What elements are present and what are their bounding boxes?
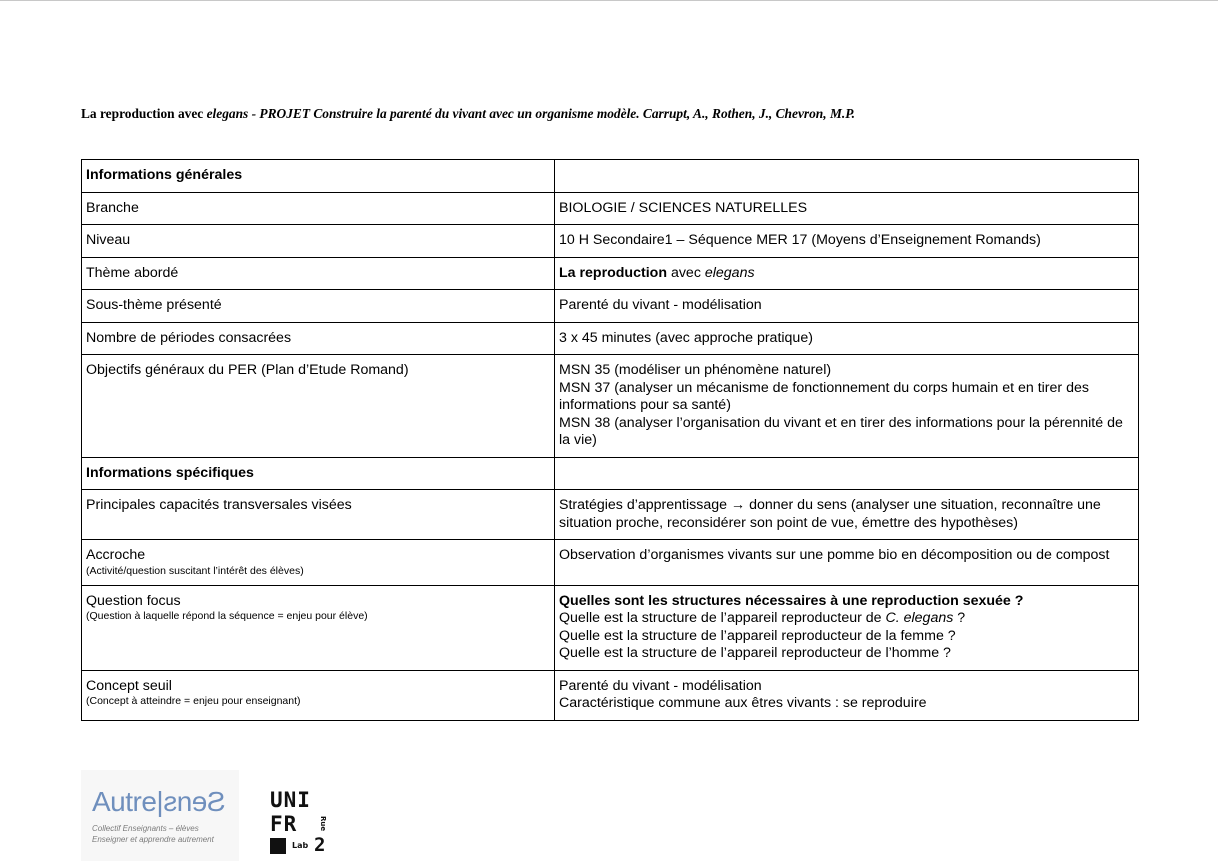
accroche-sublabel: (Activité/question suscitant l’intérêt des élèves): [86, 564, 304, 577]
general-header: Informations générales: [82, 160, 555, 193]
document-title: [81, 106, 1141, 122]
accroche-label: Accroche: [86, 547, 146, 563]
theme-value-italic: elegans: [704, 264, 755, 281]
objectif-msn38: MSN 38 (analyser l’organisation du vivant et en tirer des informations pour la pérennité de la vie): [559, 414, 1123, 448]
niveau-value: 10 H Secondaire1 – Séquence MER 17 (Moyens d’Enseignement Romands): [555, 225, 1139, 258]
autresens-logo: [81, 770, 239, 861]
question-label: Question focus: [86, 592, 181, 609]
concept-value: [555, 670, 1139, 720]
question-value: [555, 585, 1139, 670]
empty-cell: [555, 160, 1139, 193]
specific-header: Informations spécifiques: [82, 457, 555, 490]
accroche-value: Observation d’organismes vivants sur une pomme bio en décomposition ou de compost: [555, 540, 1139, 586]
question-line-homme: Quelle est la structure de l’appareil reproducteur de l’homme ?: [559, 645, 951, 661]
question-sublabel: (Question à laquelle répond la séquence = enjeu pour élève): [86, 610, 368, 622]
table-row: [82, 540, 1139, 586]
sous-theme-label: Sous-thème présenté: [82, 290, 555, 323]
sous-theme-value: Parenté du vivant - modélisation: [555, 290, 1139, 323]
objectifs-value: [555, 355, 1139, 458]
theme-value: [555, 257, 1139, 290]
objectifs-label: Objectifs généraux du PER (Plan d’Etude Romand): [82, 355, 555, 458]
table-row: [82, 355, 1139, 458]
table-row: [82, 585, 1139, 670]
question-line-femme: Quelle est la structure de l’appareil reproducteur de la femme ?: [559, 627, 956, 644]
table-row: [82, 225, 1139, 258]
table-row: [82, 670, 1139, 720]
periodes-label: Nombre de périodes consacrées: [82, 322, 555, 355]
title-text-start: La reproduction avec: [81, 106, 207, 121]
capacites-value: Stratégies d’apprentissage → donner du sens (analyser une situation, reconnaître une situation proche, reconsidérer son point de vue, émettre des hypothèses): [555, 490, 1139, 540]
concept-line2: Caractéristique commune aux êtres vivants : se reproduire: [559, 695, 927, 711]
question-line-elegans: [559, 610, 1134, 628]
theme-value-bold: La reproduction: [559, 264, 667, 281]
question-main: Quelles sont les structures nécessaires à une reproduction sexuée ?: [559, 592, 1024, 609]
concept-label: Concept seuil: [86, 677, 172, 694]
question-label-cell: [82, 585, 555, 670]
top-border: [0, 0, 1218, 1]
unifr-logo-line1: UNI: [270, 788, 311, 812]
branche-label: Branche: [82, 192, 555, 225]
unifr-logo-square-icon: [270, 838, 286, 854]
table-row: [82, 257, 1139, 290]
question-line2-start: Quelle est la structure de l’appareil reproducteur de: [559, 610, 886, 626]
table-row: [82, 322, 1139, 355]
theme-value-plain: avec: [667, 264, 705, 281]
periodes-value: 3 x 45 minutes (avec approche pratique): [555, 322, 1139, 355]
question-line2-end: ?: [953, 610, 966, 626]
table-row: [82, 192, 1139, 225]
unifr-logo-two: 2: [314, 834, 326, 856]
branche-value: BIOLOGIE / SCIENCES NATURELLES: [555, 192, 1139, 225]
unifr-logo-lab: Lab: [292, 841, 309, 850]
question-line2-species: C. elegans: [885, 610, 954, 626]
table-row: [82, 160, 1139, 193]
title-species: elegans: [206, 106, 249, 121]
objectif-msn37: MSN 37 (analyser un mécanisme de fonctionnement du corps humain et en tirer des informations pour sa santé): [559, 379, 1089, 413]
accroche-label-cell: [82, 540, 555, 586]
autresens-logo-word: Autre|ƨnɘƧ: [92, 786, 226, 817]
table-row: [82, 457, 1139, 490]
concept-line1: Parenté du vivant - modélisation: [559, 677, 762, 694]
concept-sublabel: (Concept à atteindre = enjeu pour enseignant): [86, 695, 301, 707]
theme-label: Thème abordé: [82, 257, 555, 290]
autresens-logo-tagline: Enseigner et apprendre autrement: [92, 835, 214, 844]
empty-cell: [555, 457, 1139, 490]
table-row: [82, 290, 1139, 323]
concept-label-cell: [82, 670, 555, 720]
unifr-logo-line2: FR: [270, 812, 298, 836]
unifr-logo: [270, 788, 332, 858]
autresens-logo-subtitle: Collectif Enseignants – élèves: [92, 824, 199, 833]
title-text-end: - PROJET Construire la parenté du vivant avec un organisme modèle. Carrupt, A., Rothen, J., Chevron, M.P.: [248, 106, 855, 121]
info-table: [81, 159, 1139, 721]
unifr-logo-rue: Rue: [319, 816, 327, 832]
capacites-label: Principales capacités transversales visées: [82, 490, 555, 540]
niveau-label: Niveau: [82, 225, 555, 258]
table-row: [82, 490, 1139, 540]
objectif-msn35: MSN 35 (modéliser un phénomène naturel): [559, 362, 832, 378]
